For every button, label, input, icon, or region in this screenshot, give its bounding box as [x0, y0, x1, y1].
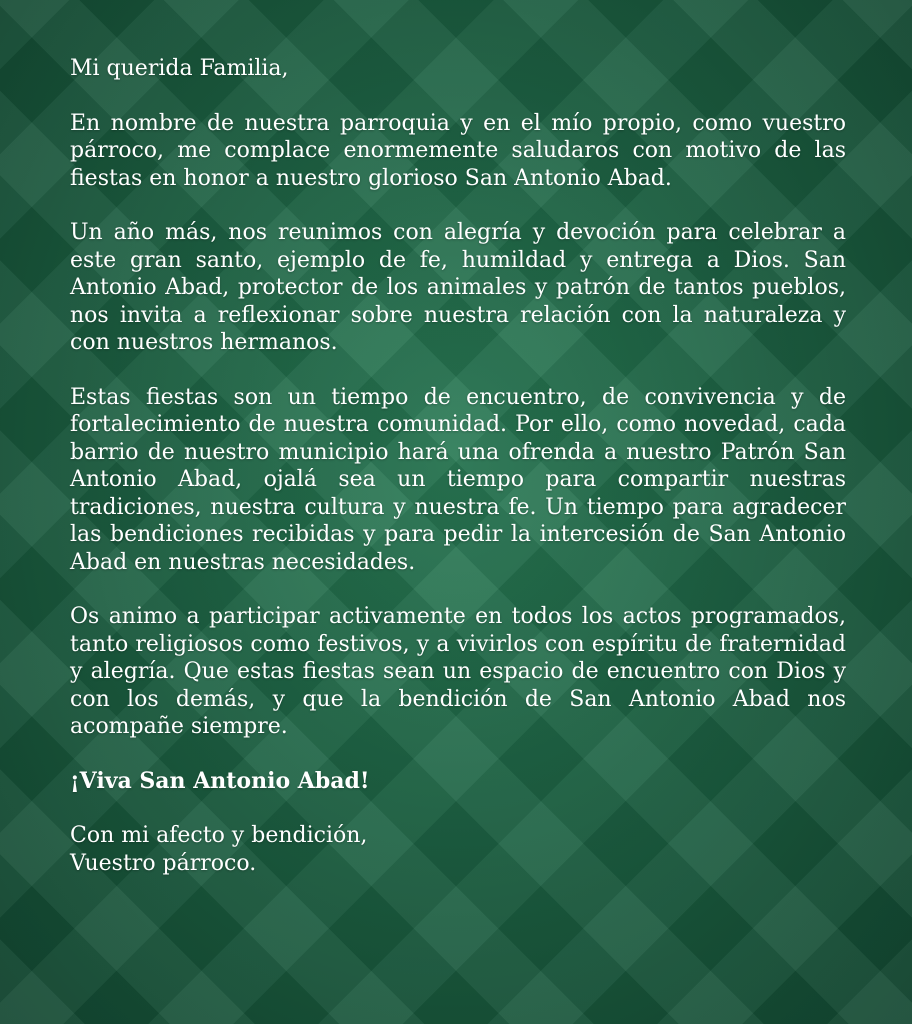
paragraph-community: Estas fiestas son un tiempo de encuentro, de convivencia y de fortalecimiento de nuestra comunidad. Por ello, como novedad, cada barrio de nuestro municipio hará una ofrenda a nuestro Patrón San Antonio Abad, ojalá sea un tiempo para compartir nuestras tradiciones, nuestra cultura y nuestra fe. Un tiempo para agradecer las bendiciones recibidas y para pedir la intercesión de San Antonio Abad en nuestras necesidades.	[70, 384, 846, 575]
signature: Vuestro párroco.	[70, 850, 257, 876]
paragraph-invitation: Os animo a participar activamente en todos los actos programados, tanto religiosos como festivos, y a vivirlos con espíritu de fraternidad y alegría. Que estas fiestas sean un espacio de encuentro con Dios y con los demás, y que la bendición de San Antonio Abad nos acompañe siempre.	[70, 604, 846, 739]
paragraph-celebration: Un año más, nos reunimos con alegría y devoción para celebrar a este gran santo, ejemplo de fe, humildad y entrega a Dios. San Antonio Abad, protector de los animales y patrón de tantos pueblos, nos invita a reflexionar sobre nuestra relación con la naturaleza y con nuestros hermanos.	[70, 220, 846, 355]
letter-body	[70, 55, 846, 904]
paragraph-intro: En nombre de nuestra parroquia y en el mío propio, como vuestro párroco, me complace enormemente saludaros con motivo de las fiestas en honor a nuestro glorioso San Antonio Abad.	[70, 110, 846, 191]
closing-block	[70, 822, 846, 877]
closing: Con mi afecto y bendición,	[70, 823, 368, 848]
greeting: Mi querida Familia,	[70, 56, 289, 81]
exclamation: ¡Viva San Antonio Abad!	[70, 767, 370, 794]
